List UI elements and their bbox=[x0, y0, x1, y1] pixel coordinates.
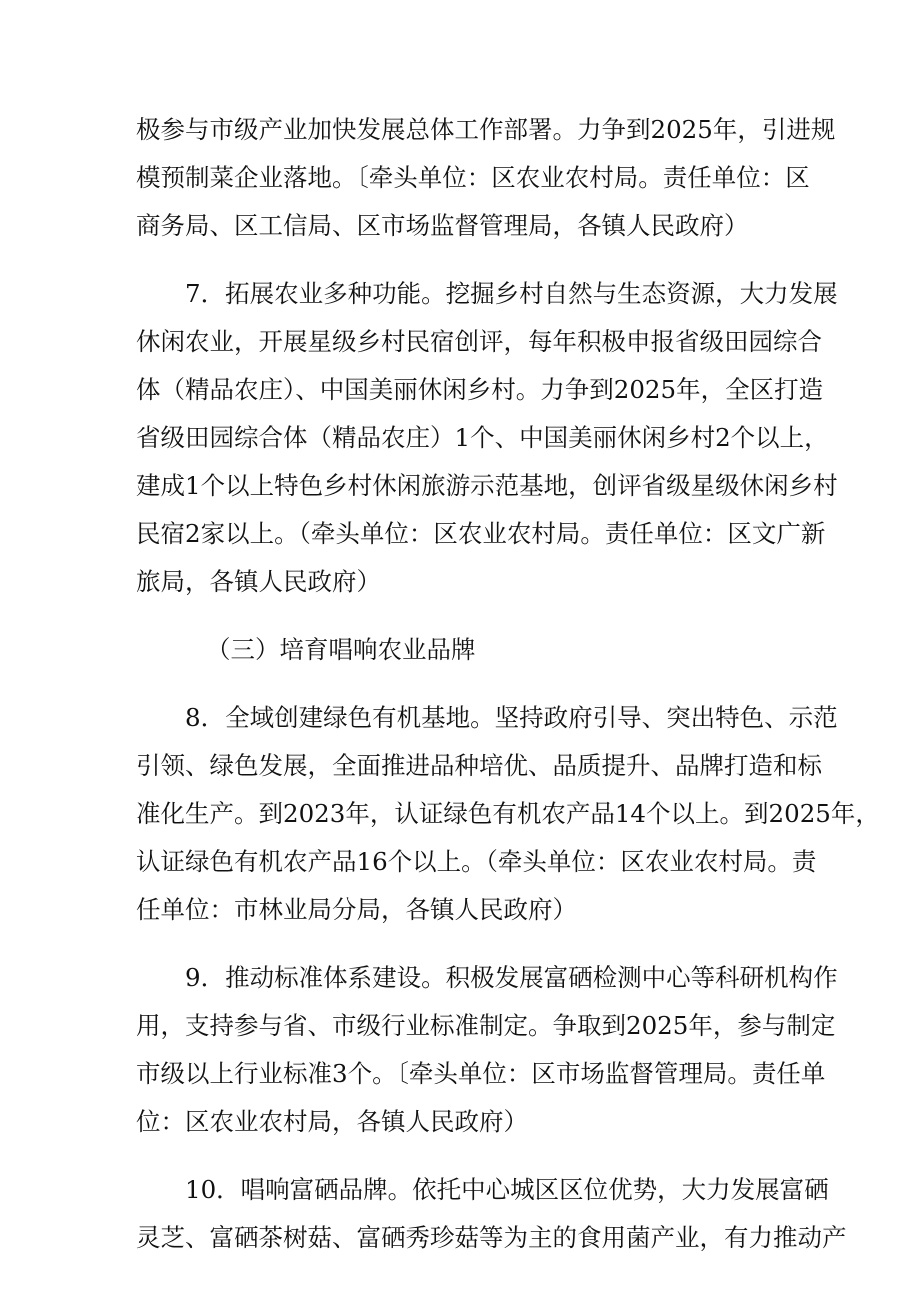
text-line: 位：区农业农村局，各镇人民政府） bbox=[136, 1107, 528, 1136]
text-line: 民宿2家以上。（牵头单位：区农业农村局。责任单位：区文广新 bbox=[136, 519, 826, 548]
text-line: 灵芝、富硒茶树菇、富硒秀珍菇等为主的食用菌产业，有力推动产 bbox=[136, 1223, 847, 1252]
text-line: 休闲农业，开展星级乡村民宿创评，每年积极申报省级田园综合 bbox=[136, 327, 822, 356]
text-line: 7．拓展农业多种功能。挖掘乡村自然与生态资源，大力发展 bbox=[185, 279, 838, 308]
text-line: 体（精品农庄）、中国美丽休闲乡村。力争到2025年，全区打造 bbox=[136, 375, 824, 404]
text-line: 模预制菜企业落地。〔牵头单位：区农业农村局。责任单位：区 bbox=[136, 163, 810, 192]
section-heading-text: （三）培育唱响农业品牌 bbox=[206, 635, 476, 664]
paragraph-7 bbox=[136, 270, 838, 606]
paragraph-10 bbox=[136, 1166, 847, 1262]
section-heading bbox=[136, 626, 791, 674]
text-line: 省级田园综合体（精品农庄）1个、中国美丽休闲乡村2个以上， bbox=[136, 423, 829, 452]
text-line: 任单位：市林业局分局，各镇人民政府） bbox=[136, 895, 577, 924]
paragraph-6-continued bbox=[136, 106, 836, 250]
text-line: 旅局，各镇人民政府） bbox=[136, 567, 381, 596]
paragraph-8 bbox=[136, 694, 880, 934]
text-line: 认证绿色有机农产品16个以上。（牵头单位：区农业农村局。责 bbox=[136, 847, 817, 876]
text-line: 用，支持参与省、市级行业标准制定。争取到2025年，参与制定 bbox=[136, 1011, 836, 1040]
text-line: 极参与市级产业加快发展总体工作部署。力争到2025年，引进规 bbox=[136, 115, 836, 144]
text-line: 准化生产。到2023年，认证绿色有机农产品14个以上。到2025年， bbox=[136, 799, 880, 828]
text-line: 8．全域创建绿色有机基地。坚持政府引导、突出特色、示范 bbox=[185, 703, 838, 732]
text-line: 商务局、区工信局、区市场监督管理局，各镇人民政府） bbox=[136, 211, 749, 240]
text-line: 引领、绿色发展，全面推进品种培优、品质提升、品牌打造和标 bbox=[136, 751, 822, 780]
document-body bbox=[136, 106, 880, 1262]
paragraph-9 bbox=[136, 954, 838, 1146]
text-line: 9．推动标准体系建设。积极发展富硒检测中心等科研机构作 bbox=[185, 963, 838, 992]
text-line: 市级以上行业标准3个。〔牵头单位：区市场监督管理局。责任单 bbox=[136, 1059, 826, 1088]
text-line: 建成1个以上特色乡村休闲旅游示范基地，创评省级星级休闲乡村 bbox=[136, 471, 838, 500]
text-line: 10．唱响富硒品牌。依托中心城区区位优势，大力发展富硒 bbox=[185, 1175, 829, 1204]
